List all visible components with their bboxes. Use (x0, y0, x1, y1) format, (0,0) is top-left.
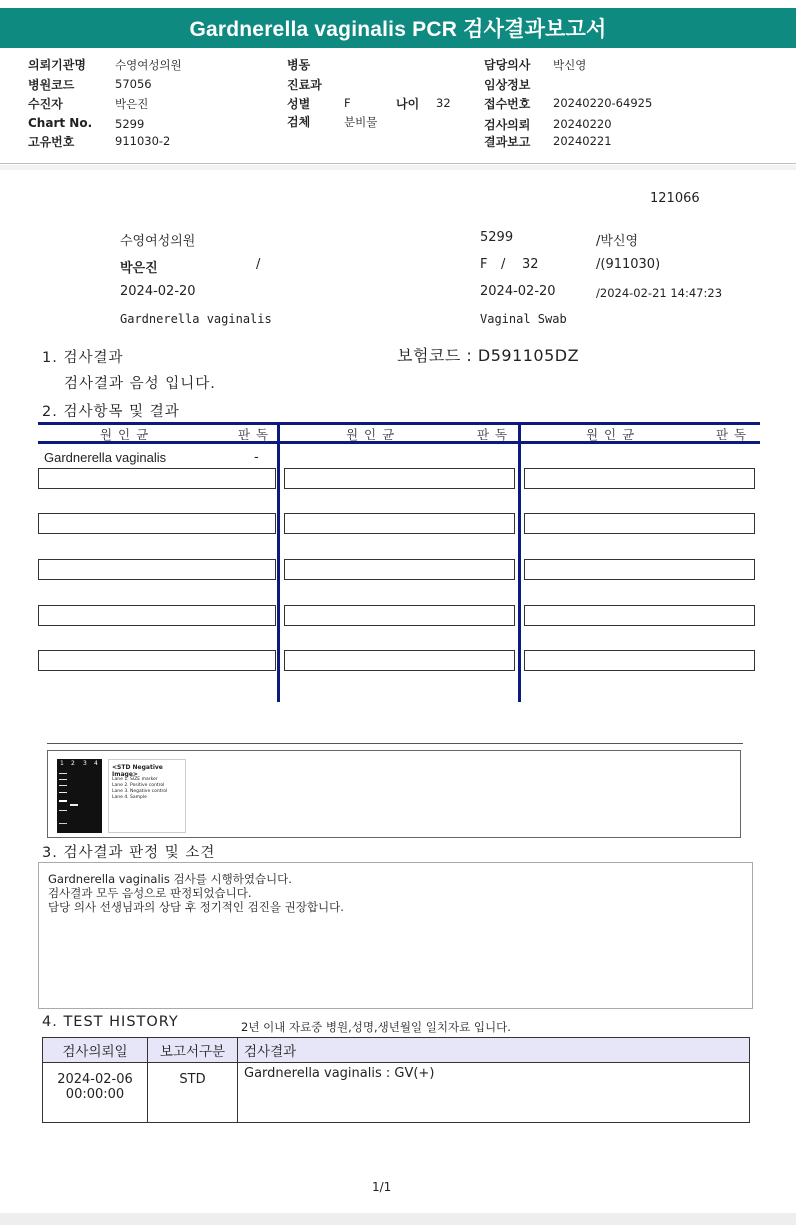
history-row (43, 1063, 750, 1123)
empty-result-box (284, 605, 515, 626)
col-organism-header: 원 인 균 (586, 427, 636, 442)
empty-result-box (524, 559, 755, 580)
empty-result-box (38, 468, 276, 489)
summary-receipt-date: 2024-02-20 (480, 284, 556, 299)
header-value: 박신영 (553, 58, 587, 72)
summary-report-datetime: /2024-02-21 14:47:23 (596, 286, 723, 300)
report-title: Gardnerella vaginalis PCR 검사결과보고서 (0, 8, 796, 48)
gel-band (59, 823, 67, 824)
result-organism: Gardnerella vaginalis (44, 450, 167, 465)
gel-band (59, 810, 67, 811)
section3-heading: 3. 검사결과 판정 및 소견 (42, 845, 216, 861)
summary-slash: / (256, 257, 261, 272)
page-bottom-band (0, 1213, 796, 1225)
header-value: 5299 (115, 117, 145, 131)
summary-specimen: Vaginal Swab (480, 312, 567, 326)
history-type: STD (148, 1063, 238, 1123)
result-grid (0, 420, 796, 705)
gel-band (59, 779, 67, 780)
lane-number: 4 (94, 760, 98, 767)
gel-band (59, 785, 67, 786)
empty-result-box (284, 650, 515, 671)
header-label: 의뢰기관명 (28, 58, 86, 72)
summary-hospital: 수영여성의원 (120, 234, 196, 249)
summary-chart-no: 5299 (480, 230, 514, 245)
opinion-box (38, 862, 753, 1009)
header-value: 32 (436, 96, 451, 110)
header-label: 임상정보 (484, 78, 531, 92)
history-date-cell (43, 1063, 148, 1123)
summary-birth: /(911030) (596, 257, 661, 272)
header-label: 접수번호 (484, 97, 531, 111)
empty-result-box (38, 605, 276, 626)
empty-result-box (38, 513, 276, 534)
gel-band (70, 804, 78, 806)
gel-band (59, 792, 67, 793)
header-value: 20240221 (553, 134, 612, 148)
col-organism-header: 원 인 균 (346, 427, 396, 442)
lane-number: 1 (60, 760, 64, 767)
empty-result-box (38, 559, 276, 580)
empty-result-box (524, 468, 755, 489)
header-shadow (0, 165, 796, 170)
history-col-result: 검사결과 (238, 1038, 750, 1063)
header-label: 고유번호 (28, 135, 75, 149)
header-info (0, 52, 796, 152)
summary-doctor: /박신영 (596, 234, 639, 249)
header-label: 검사의뢰 (484, 118, 531, 132)
history-table (42, 1037, 750, 1123)
gel-caption-line: Lane 1. SIZE marker (112, 777, 158, 782)
insurance-code: 보험코드 : D591105DZ (397, 346, 580, 365)
header-label: 병원코드 (28, 78, 75, 92)
result-judgement: - (254, 450, 259, 465)
gel-caption-title: <STD Negative Image> (112, 764, 163, 778)
empty-result-box (524, 513, 755, 534)
summary-request-date: 2024-02-20 (120, 284, 196, 299)
header-value: 20240220-64925 (553, 96, 653, 110)
empty-result-box (524, 605, 755, 626)
gel-caption-line: Lane 4. Sample (112, 795, 147, 800)
gel-image (57, 759, 102, 833)
section4-heading: 4. TEST HISTORY (42, 1014, 179, 1030)
section1-result: 검사결과 음성 입니다. (64, 376, 216, 392)
header-label: 진료과 (287, 78, 322, 92)
grid-divider (277, 422, 280, 702)
header-value: 분비물 (344, 115, 378, 129)
header-label: 수진자 (28, 97, 63, 111)
header-divider (0, 163, 796, 164)
grid-divider (518, 422, 521, 702)
summary-age: 32 (522, 257, 539, 272)
gel-image-panel (47, 750, 741, 838)
empty-result-box (524, 650, 755, 671)
section1-heading: 1. 검사결과 (42, 350, 124, 366)
col-judgement-header: 판 독 (716, 427, 748, 442)
image-top-rule (47, 743, 743, 744)
header-label: 검체 (287, 115, 311, 129)
gel-band (59, 773, 67, 774)
gel-caption-line: Lane 3. Negative control (112, 789, 168, 794)
header-label: Chart No. (28, 116, 93, 130)
col-judgement-header: 판 독 (238, 427, 270, 442)
header-value: 박은진 (115, 97, 149, 111)
opinion-line: 검사결과 모두 음성으로 판정되었습니다. (48, 886, 252, 900)
col-organism-header: 원 인 균 (100, 427, 150, 442)
header-value: F (344, 96, 351, 110)
summary-sex: F (480, 257, 488, 272)
header-label: 병동 (287, 58, 311, 72)
history-header-row (43, 1038, 750, 1063)
header-value: 911030-2 (115, 134, 171, 148)
empty-result-box (284, 468, 515, 489)
header-label: 담당의사 (484, 58, 531, 72)
gel-caption-line: Lane 2. Positive control (112, 783, 165, 788)
history-note: 2년 이내 자료중 병원,성명,생년월일 일치자료 입니다. (241, 1020, 511, 1034)
empty-result-box (284, 559, 515, 580)
header-value: 수영여성의원 (115, 58, 182, 72)
header-value: 57056 (115, 77, 152, 91)
summary-patient: 박은진 (120, 261, 158, 276)
header-label: 성별 (287, 97, 311, 111)
gel-band (59, 800, 67, 802)
empty-result-box (38, 650, 276, 671)
report-number: 121066 (650, 191, 700, 206)
summary-age-sep: / (501, 257, 506, 272)
page-number: 1/1 (372, 1180, 392, 1194)
col-judgement-header: 판 독 (477, 427, 509, 442)
history-result: Gardnerella vaginalis : GV(+) (238, 1063, 750, 1123)
header-label: 결과보고 (484, 135, 531, 149)
history-date: 2024-02-06 (57, 1072, 133, 1087)
history-col-date: 검사의뢰일 (43, 1038, 148, 1063)
opinion-line: Gardnerella vaginalis 검사를 시행하였습니다. (48, 872, 292, 886)
history-col-type: 보고서구분 (148, 1038, 238, 1063)
opinion-line: 담당 의사 선생님과의 상담 후 정기적인 검진을 권장합니다. (48, 900, 344, 914)
header-label: 나이 (396, 97, 420, 111)
summary-test-name: Gardnerella vaginalis (120, 312, 272, 326)
gel-caption-box (108, 759, 186, 833)
lane-number: 2 (71, 760, 75, 767)
header-value: 20240220 (553, 117, 612, 131)
empty-result-box (284, 513, 515, 534)
history-time: 00:00:00 (65, 1087, 125, 1102)
section2-heading: 2. 검사항목 및 결과 (42, 404, 180, 420)
lane-number: 3 (83, 760, 87, 767)
